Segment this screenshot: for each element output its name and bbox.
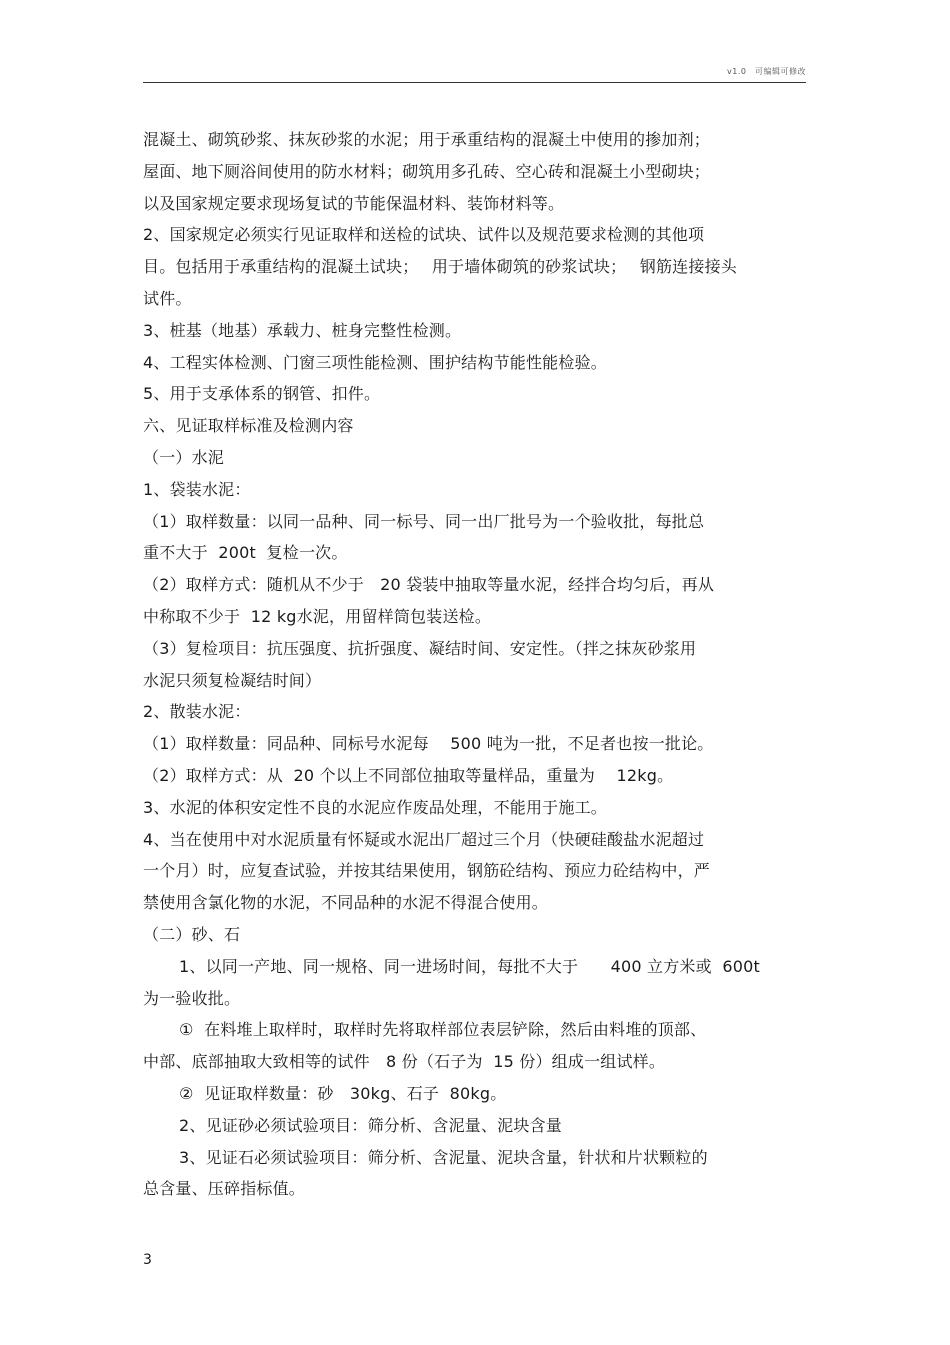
text-line: ② 见证取样数量：砂 30kg、石子 80kg。 [179,1083,507,1103]
text-line: 屋面、地下厕浴间使用的防水材料；砌筑用多孔砖、空心砖和混凝土小型砌块； [143,161,711,181]
text-line: 2、散装水泥： [143,702,251,722]
text-line: 1、袋装水泥： [143,479,251,499]
text-line: 混凝土、砌筑砂浆、抹灰砂浆的水泥；用于承重结构的混凝土中使用的掺加剂； [143,130,711,149]
text-line: 目。包括用于承重结构的混凝土试块； 用于墙体砌筑的砂浆试块； 钢筋连接接头 [143,257,737,277]
text-line: 2、国家规定必须实行见证取样和送检的试块、试件以及规范要求检测的其他项 [143,225,705,245]
text-line: （3）复检项目：抗压强度、抗折强度、凝结时间、安定性。（拌之抹灰砂浆用 [143,638,697,658]
text-line: （1）取样数量：同品种、同标号水泥每 500 吨为一批，不足者也按一批论。 [143,734,714,754]
text-line: （1）取样数量：以同一品种、同一标号、同一出厂批号为一个验收批，每批总 [143,511,705,531]
text-line: 2、见证砂必须试验项目：筛分析、含泥量、泥块含量 [179,1115,562,1135]
text-line: （一）水泥 [143,447,225,467]
text-line: 六、见证取样标准及检测内容 [143,416,354,436]
text-line: 4、当在使用中对水泥质量有怀疑或水泥出厂超过三个月（快硬硅酸盐水泥超过 [143,829,705,849]
text-line: 中部、底部抽取大致相等的试件 8 份（石子为 15 份）组成一组试样。 [143,1052,666,1072]
text-line: 重不大于 200t 复检一次。 [143,543,348,563]
text-line: 以及国家规定要求现场复试的节能保温材料、装饰材料等。 [143,193,565,213]
text-line: （二）砂、石 [143,924,241,944]
text-line: 一个月）时，应复查试验，并按其结果使用，钢筋砼结构、预应力砼结构中，严 [143,861,711,881]
text-line: 中称取不少于 12 kg水泥，用留样筒包装送检。 [143,606,492,626]
text-line: ① 在料堆上取样时，取样时先将取样部位表层铲除，然后由料堆的顶部、 [179,1020,707,1040]
text-line: （2）取样方式：从 20 个以上不同部位抽取等量样品，重量为 12kg。 [143,765,674,785]
text-line: 5、用于支承体系的钢管、扣件。 [143,384,381,404]
text-line: 1、以同一产地、同一规格、同一进场时间，每批不大于 400 立方米或 600t [179,956,760,976]
text-line: 总含量、压碎指标值。 [143,1179,306,1199]
header-version-label: v1.0 可编辑可修改 [727,67,806,76]
text-line: 为一验收批。 [143,988,241,1008]
header-divider [143,82,806,83]
document-body [143,124,813,1205]
text-line: 试件。 [143,288,192,308]
text-line: 禁使用含氯化物的水泥，不同品种的水泥不得混合使用。 [143,893,549,913]
text-line: 4、工程实体检测、门窗三项性能检测、围护结构节能性能检验。 [143,352,607,372]
text-line: （2）取样方式：随机从不少于 20 袋装中抽取等量水泥，经拌合均匀后，再从 [143,575,715,595]
text-line: 3、见证石必须试验项目：筛分析、含泥量、泥块含量，针状和片状颗粒的 [179,1147,708,1167]
text-line: 3、水泥的体积安定性不良的水泥应作废品处理，不能用于施工。 [143,797,607,817]
text-line: 3、桩基（地基）承载力、桩身完整性检测。 [143,320,462,340]
text-line: 水泥只须复检凝结时间） [143,670,322,690]
page-number: 3 [143,1252,152,1268]
